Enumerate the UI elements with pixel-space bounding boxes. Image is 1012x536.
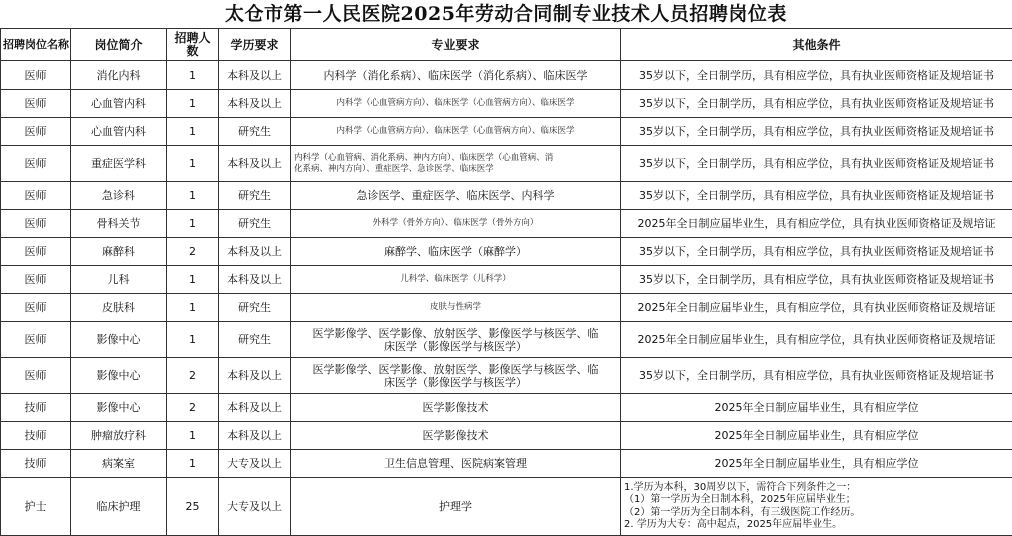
cell-dept: 病案室 <box>71 450 167 478</box>
cell-count: 1 <box>167 182 219 210</box>
cell-edu: 研究生 <box>219 294 291 322</box>
cell-count: 1 <box>167 61 219 90</box>
cell-dept: 皮肤科 <box>71 294 167 322</box>
cell-count: 1 <box>167 118 219 146</box>
cell-other: 2025年全日制应届毕业生，具有相应学位，具有执业医师资格证及规培证 <box>621 294 1012 322</box>
table-row <box>1 266 1012 294</box>
cell-dept: 消化内科 <box>71 61 167 90</box>
cell-major: 卫生信息管理、医院病案管理 <box>291 450 621 478</box>
cell-dept: 心血管内科 <box>71 118 167 146</box>
cell-edu: 研究生 <box>219 182 291 210</box>
cell-count: 1 <box>167 266 219 294</box>
cell-major: 急诊医学、重症医学、临床医学、内科学 <box>291 182 621 210</box>
table-row <box>1 90 1012 118</box>
page-title: 太仓市第一人民医院2025年劳动合同制专业技术人员招聘岗位表 <box>0 0 1012 28</box>
cell-major: 内科学（消化系病）、临床医学（消化系病）、临床医学 <box>291 61 621 90</box>
header-dept: 岗位简介 <box>71 29 167 61</box>
cell-edu: 本科及以上 <box>219 422 291 450</box>
cell-post: 医师 <box>1 90 71 118</box>
table-row <box>1 478 1012 536</box>
cell-other: 35岁以下，全日制学历，具有相应学位，具有执业医师资格证及规培证书 <box>621 358 1012 394</box>
cell-other: 35岁以下，全日制学历，具有相应学位，具有执业医师资格证及规培证书 <box>621 238 1012 266</box>
cell-edu: 本科及以上 <box>219 146 291 182</box>
cell-post: 医师 <box>1 294 71 322</box>
table-row <box>1 294 1012 322</box>
cell-major: 外科学（骨外方向）、临床医学（骨外方向） <box>291 210 621 238</box>
cell-major: 麻醉学、临床医学（麻醉学） <box>291 238 621 266</box>
cell-other: 35岁以下，全日制学历，具有相应学位，具有执业医师资格证及规培证书 <box>621 182 1012 210</box>
table-row <box>1 322 1012 358</box>
cell-count: 2 <box>167 358 219 394</box>
cell-dept: 麻醉科 <box>71 238 167 266</box>
header-count: 招聘人 数 <box>167 29 219 61</box>
cell-other: 35岁以下，全日制学历，具有相应学位，具有执业医师资格证及规培证书 <box>621 146 1012 182</box>
cell-count: 2 <box>167 238 219 266</box>
table-row <box>1 238 1012 266</box>
table-header-row <box>1 29 1012 61</box>
header-major: 专业要求 <box>291 29 621 61</box>
cell-edu: 本科及以上 <box>219 358 291 394</box>
table-row <box>1 358 1012 394</box>
cell-other: 2025年全日制应届毕业生，具有相应学位 <box>621 394 1012 422</box>
cell-major: 护理学 <box>291 478 621 536</box>
cell-other: 35岁以下，全日制学历，具有相应学位，具有执业医师资格证及规培证书 <box>621 266 1012 294</box>
cell-dept: 影像中心 <box>71 358 167 394</box>
table-row <box>1 210 1012 238</box>
cell-dept: 骨科关节 <box>71 210 167 238</box>
cell-dept: 心血管内科 <box>71 90 167 118</box>
cell-post: 技师 <box>1 450 71 478</box>
table-row <box>1 394 1012 422</box>
cell-major: 医学影像技术 <box>291 394 621 422</box>
cell-post: 技师 <box>1 422 71 450</box>
cell-post: 医师 <box>1 61 71 90</box>
cell-edu: 本科及以上 <box>219 394 291 422</box>
header-post: 招聘岗位名称 <box>1 29 71 61</box>
cell-edu: 大专及以上 <box>219 450 291 478</box>
cell-count: 1 <box>167 210 219 238</box>
cell-major: 医学影像学、医学影像、放射医学、影像医学与核医学、临 床医学（影像医学与核医学） <box>291 322 621 358</box>
cell-dept: 儿科 <box>71 266 167 294</box>
cell-dept: 肿瘤放疗科 <box>71 422 167 450</box>
cell-post: 医师 <box>1 182 71 210</box>
cell-count: 1 <box>167 422 219 450</box>
table-row <box>1 118 1012 146</box>
cell-count: 1 <box>167 450 219 478</box>
cell-other: 35岁以下，全日制学历，具有相应学位，具有执业医师资格证及规培证书 <box>621 118 1012 146</box>
cell-count: 2 <box>167 394 219 422</box>
cell-edu: 本科及以上 <box>219 238 291 266</box>
cell-count: 1 <box>167 322 219 358</box>
cell-edu: 本科及以上 <box>219 266 291 294</box>
cell-dept: 重症医学科 <box>71 146 167 182</box>
cell-edu: 研究生 <box>219 118 291 146</box>
cell-other: 1.学历为本科，30周岁以下，需符合下列条件之一： （1）第一学历为全日制本科，2025年应届毕业生； （2）第一学历为全日制本科，有三级医院工作经历。 2. 学历为大专：高中起点，2025年应届毕业生。 <box>621 478 1012 536</box>
cell-dept: 急诊科 <box>71 182 167 210</box>
cell-other: 2025年全日制应届毕业生，具有相应学位 <box>621 450 1012 478</box>
table-row <box>1 450 1012 478</box>
cell-dept: 影像中心 <box>71 394 167 422</box>
cell-post: 医师 <box>1 266 71 294</box>
cell-post: 医师 <box>1 358 71 394</box>
recruitment-table <box>0 28 1012 536</box>
cell-other: 2025年全日制应届毕业生，具有相应学位，具有执业医师资格证及规培证 <box>621 322 1012 358</box>
cell-post: 医师 <box>1 322 71 358</box>
cell-dept: 影像中心 <box>71 322 167 358</box>
cell-other: 2025年全日制应届毕业生，具有相应学位，具有执业医师资格证及规培证 <box>621 210 1012 238</box>
cell-major: 医学影像技术 <box>291 422 621 450</box>
table-row <box>1 182 1012 210</box>
cell-edu: 本科及以上 <box>219 90 291 118</box>
table-row <box>1 146 1012 182</box>
table-row <box>1 422 1012 450</box>
cell-other: 35岁以下，全日制学历，具有相应学位，具有执业医师资格证及规培证书 <box>621 90 1012 118</box>
cell-post: 医师 <box>1 238 71 266</box>
cell-dept: 临床护理 <box>71 478 167 536</box>
cell-major: 儿科学、临床医学（儿科学） <box>291 266 621 294</box>
cell-post: 医师 <box>1 210 71 238</box>
cell-edu: 大专及以上 <box>219 478 291 536</box>
cell-major: 内科学（心血管病方向）、临床医学（心血管病方向）、临床医学 <box>291 118 621 146</box>
cell-major: 医学影像学、医学影像、放射医学、影像医学与核医学、临 床医学（影像医学与核医学） <box>291 358 621 394</box>
cell-edu: 本科及以上 <box>219 61 291 90</box>
cell-other: 2025年全日制应届毕业生，具有相应学位 <box>621 422 1012 450</box>
cell-edu: 研究生 <box>219 322 291 358</box>
cell-post: 技师 <box>1 394 71 422</box>
cell-count: 1 <box>167 294 219 322</box>
cell-count: 25 <box>167 478 219 536</box>
cell-post: 医师 <box>1 118 71 146</box>
cell-count: 1 <box>167 90 219 118</box>
table-row <box>1 61 1012 90</box>
header-other: 其他条件 <box>621 29 1012 61</box>
cell-edu: 研究生 <box>219 210 291 238</box>
cell-post: 护士 <box>1 478 71 536</box>
cell-major: 皮肤与性病学 <box>291 294 621 322</box>
cell-other: 35岁以下，全日制学历，具有相应学位，具有执业医师资格证及规培证书 <box>621 61 1012 90</box>
header-edu: 学历要求 <box>219 29 291 61</box>
cell-major: 内科学（心血管病方向）、临床医学（心血管病方向）、临床医学 <box>291 90 621 118</box>
cell-major: 内科学（心血管病、消化系病、神内方向）、临床医学（心血管病、消 化系病、神内方向）、重症医学、急诊医学、临床医学 <box>291 146 621 182</box>
cell-count: 1 <box>167 146 219 182</box>
cell-post: 医师 <box>1 146 71 182</box>
